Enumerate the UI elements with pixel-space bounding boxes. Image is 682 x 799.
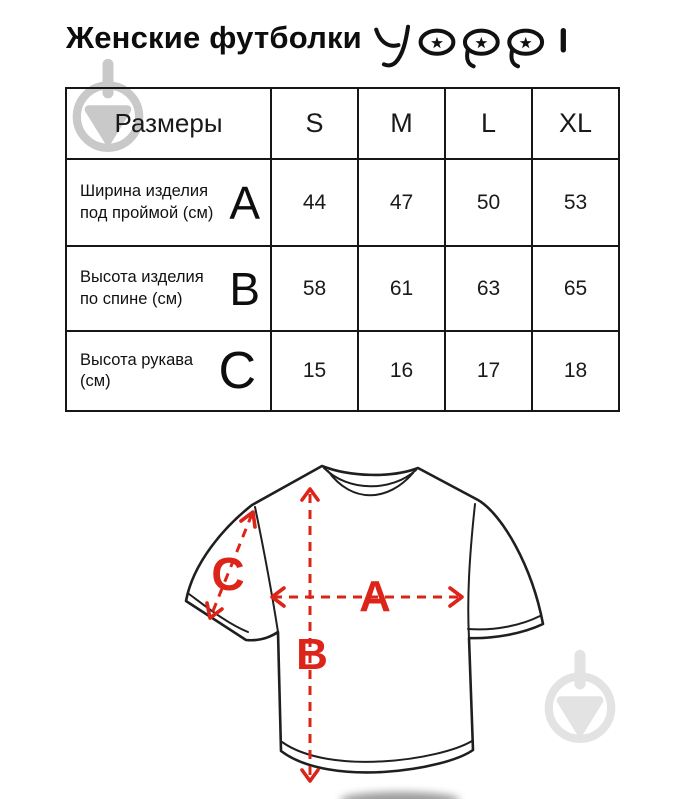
table-header-row bbox=[66, 88, 619, 159]
value-cell: 61 bbox=[358, 246, 445, 331]
value-cell: 16 bbox=[358, 331, 445, 411]
size-table bbox=[65, 87, 620, 412]
diagram-label-c: C bbox=[211, 548, 245, 600]
measurement-letter-a: A bbox=[229, 176, 260, 229]
measurement-label-b: Высота изделия по спине (см) B bbox=[67, 266, 270, 312]
value-cell: 17 bbox=[445, 331, 532, 411]
size-col-xl: XL bbox=[532, 88, 619, 159]
value-cell: 50 bbox=[445, 159, 532, 246]
value-cell: 53 bbox=[532, 159, 619, 246]
header bbox=[66, 20, 582, 79]
sizes-header-cell: Размеры bbox=[66, 88, 271, 159]
brand-letter-y bbox=[376, 30, 398, 46]
diagram-label-b: B bbox=[296, 630, 328, 679]
value-cell: 58 bbox=[271, 246, 358, 331]
measurement-label-a: Ширина изделия под проймой (см) A bbox=[67, 180, 270, 226]
size-col-l: L bbox=[445, 88, 532, 159]
value-cell: 63 bbox=[445, 246, 532, 331]
page-title: Женские футболки bbox=[66, 20, 362, 55]
yappi-brand-logo bbox=[372, 20, 582, 79]
value-cell: 65 bbox=[532, 246, 619, 331]
value-cell: 18 bbox=[532, 331, 619, 411]
diagram-label-a: A bbox=[359, 572, 391, 621]
size-col-s: S bbox=[271, 88, 358, 159]
table-row bbox=[66, 159, 619, 246]
measurement-label-c: Высота рукава (см) C bbox=[67, 345, 270, 397]
size-col-m: M bbox=[358, 88, 445, 159]
measurement-letter-c: C bbox=[218, 342, 256, 400]
value-cell: 47 bbox=[358, 159, 445, 246]
tshirt-measurement-diagram bbox=[160, 443, 560, 799]
table-row bbox=[66, 246, 619, 331]
value-cell: 15 bbox=[271, 331, 358, 411]
value-cell: 44 bbox=[271, 159, 358, 246]
measurement-letter-b: B bbox=[229, 262, 260, 315]
table-row bbox=[66, 331, 619, 411]
